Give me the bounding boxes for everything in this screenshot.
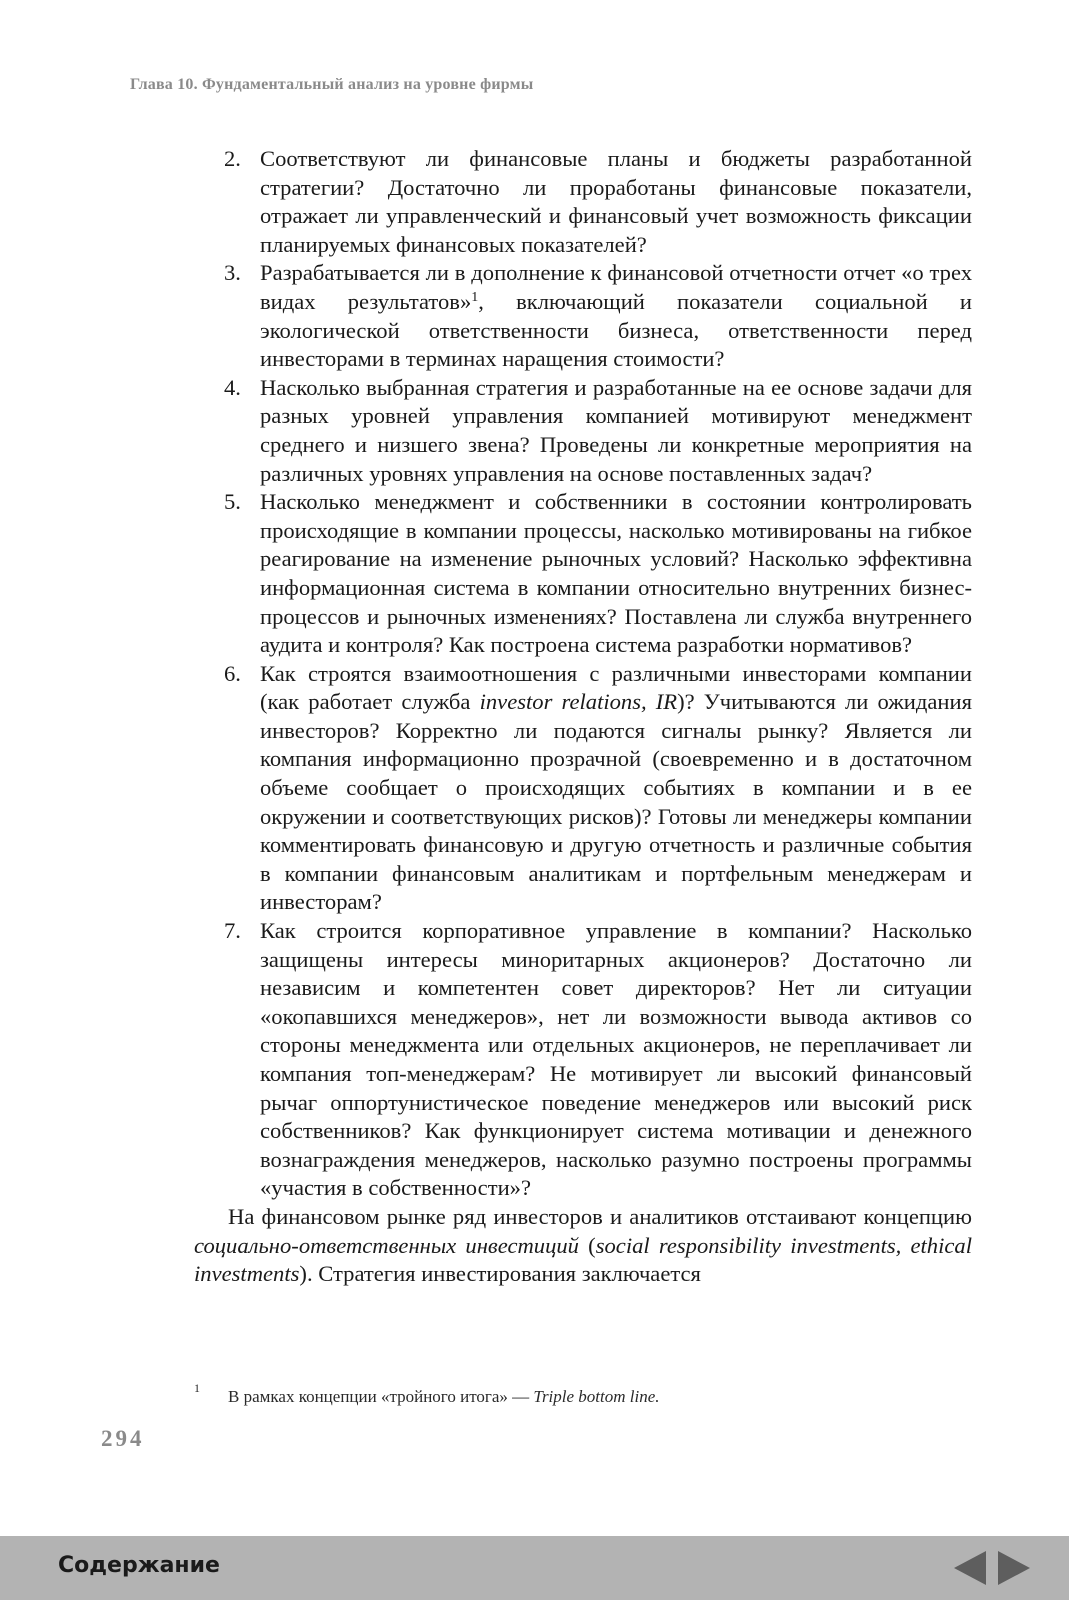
list-item-number: 7. bbox=[224, 918, 241, 944]
paragraph-text: ). Стратегия инвестирования заключается bbox=[299, 1261, 701, 1287]
question-list bbox=[194, 145, 972, 1203]
footnote-reference[interactable]: 1 bbox=[471, 289, 479, 305]
footnote-mark: 1 bbox=[194, 1381, 200, 1395]
paragraph-italic-term: социально-ответственных инвестиций bbox=[194, 1232, 579, 1258]
body-paragraph bbox=[194, 1203, 972, 1289]
list-item-text: Насколько выбранная стратегия и разработанные на ее основе задачи для разных уровней управления компанией мотивируют менеджмент среднего и низшего звена? Проведены ли конкретные мероприятия на различных уровнях управления на основе поставленных задач? bbox=[260, 374, 972, 486]
triangle-right-icon[interactable] bbox=[998, 1551, 1030, 1585]
table-of-contents-link[interactable]: Содержание bbox=[58, 1553, 220, 1578]
paragraph-text: На финансовом рынке ряд инвесторов и аналитиков отстаивают концепцию bbox=[228, 1203, 972, 1229]
list-item-number: 2. bbox=[224, 146, 241, 171]
main-text bbox=[194, 145, 972, 1289]
list-item-italic-term: investor relations, IR bbox=[479, 689, 678, 715]
list-item bbox=[194, 917, 972, 1203]
list-item bbox=[194, 374, 972, 488]
list-item-number: 4. bbox=[224, 374, 241, 400]
list-item-number: 5. bbox=[224, 489, 241, 515]
list-item bbox=[194, 488, 972, 660]
list-item bbox=[194, 145, 972, 259]
navigation-bar bbox=[0, 1536, 1069, 1600]
list-item-text: Насколько менеджмент и собственники в состоянии контролировать происходящие в компании процессы, насколько мотивированы на гибкое реагирование на изменение рыночных условий? Насколько эффективна информационная система в компании относительно внутренних бизнес-процессов и рыночных изменениях? Поставлена ли служба внутреннего аудита и контроля? Как построена система разработки нормативов? bbox=[260, 489, 972, 658]
list-item-number: 6. bbox=[224, 660, 241, 686]
footnote-italic-term: Triple bottom line. bbox=[533, 1387, 660, 1406]
triangle-left-icon[interactable] bbox=[954, 1551, 986, 1585]
paragraph-text: ( bbox=[578, 1232, 596, 1258]
list-item bbox=[194, 660, 972, 917]
list-item-text: Разрабатывается ли в дополнение к финансовой отчетности отчет «о трех видах результатов» bbox=[260, 260, 972, 314]
footnote-text-plain: В рамках концепции «тройного итога» — bbox=[228, 1387, 534, 1406]
footnote-text bbox=[228, 1387, 660, 1406]
running-head: Глава 10. Фундаментальный анализ на уровне фирмы bbox=[130, 76, 534, 93]
list-item-text: )? Учитываются ли ожидания инвесторов? Корректно ли подаются сигналы рынку? Является ли компания информационно прозрачной (своевременно и в достаточном объеме сообщает о происходящих событиях в компании и в ее окружении и соответствующих рисков)? Готовы ли менеджеры компании комментировать финансовую и другую отчетность и различные события в компании финансовым аналитикам и портфельным менеджерам и инвесторам? bbox=[260, 689, 972, 915]
page-number: 294 bbox=[101, 1426, 145, 1451]
list-item-text: Как строятся взаимоотношения с различными инвесторами компании (как работает служба bbox=[260, 660, 972, 715]
list-item-text: Как строится корпоративное управление в компании? Насколько защищены интересы миноритарных акционеров? Достаточно ли независим и компетентен совет директоров? Нет ли ситуации «окопавшихся менеджеров», нет ли возможности вывода активов со стороны менеджмента или отдельных акционеров, не переплачивает ли компания топ-менеджерам? Не мотивирует ли высокий финансовый рычаг оппортунистическое поведение менеджеров или высокий риск собственников? Как функционирует система мотивации и денежного вознаграждения менеджеров, насколько разумно построены программы «участия в собственности»? bbox=[260, 918, 972, 1201]
list-item bbox=[194, 259, 972, 373]
list-item-text: , включающий показатели социальной и экологической ответственности бизнеса, ответственности перед инвесторами в терминах наращения стоимости? bbox=[260, 288, 972, 372]
footnote bbox=[194, 1381, 972, 1407]
list-item-text: Соответствуют ли финансовые планы и бюджеты разработанной стратегии? Достаточно ли проработаны финансовые показатели, отражает ли управленческий и финансовый учет возможность фиксации планируемых финансовых показателей? bbox=[260, 146, 972, 257]
paragraph-italic-term: social responsibility investments, ethical investments bbox=[194, 1232, 972, 1287]
list-item-number: 3. bbox=[224, 260, 241, 286]
